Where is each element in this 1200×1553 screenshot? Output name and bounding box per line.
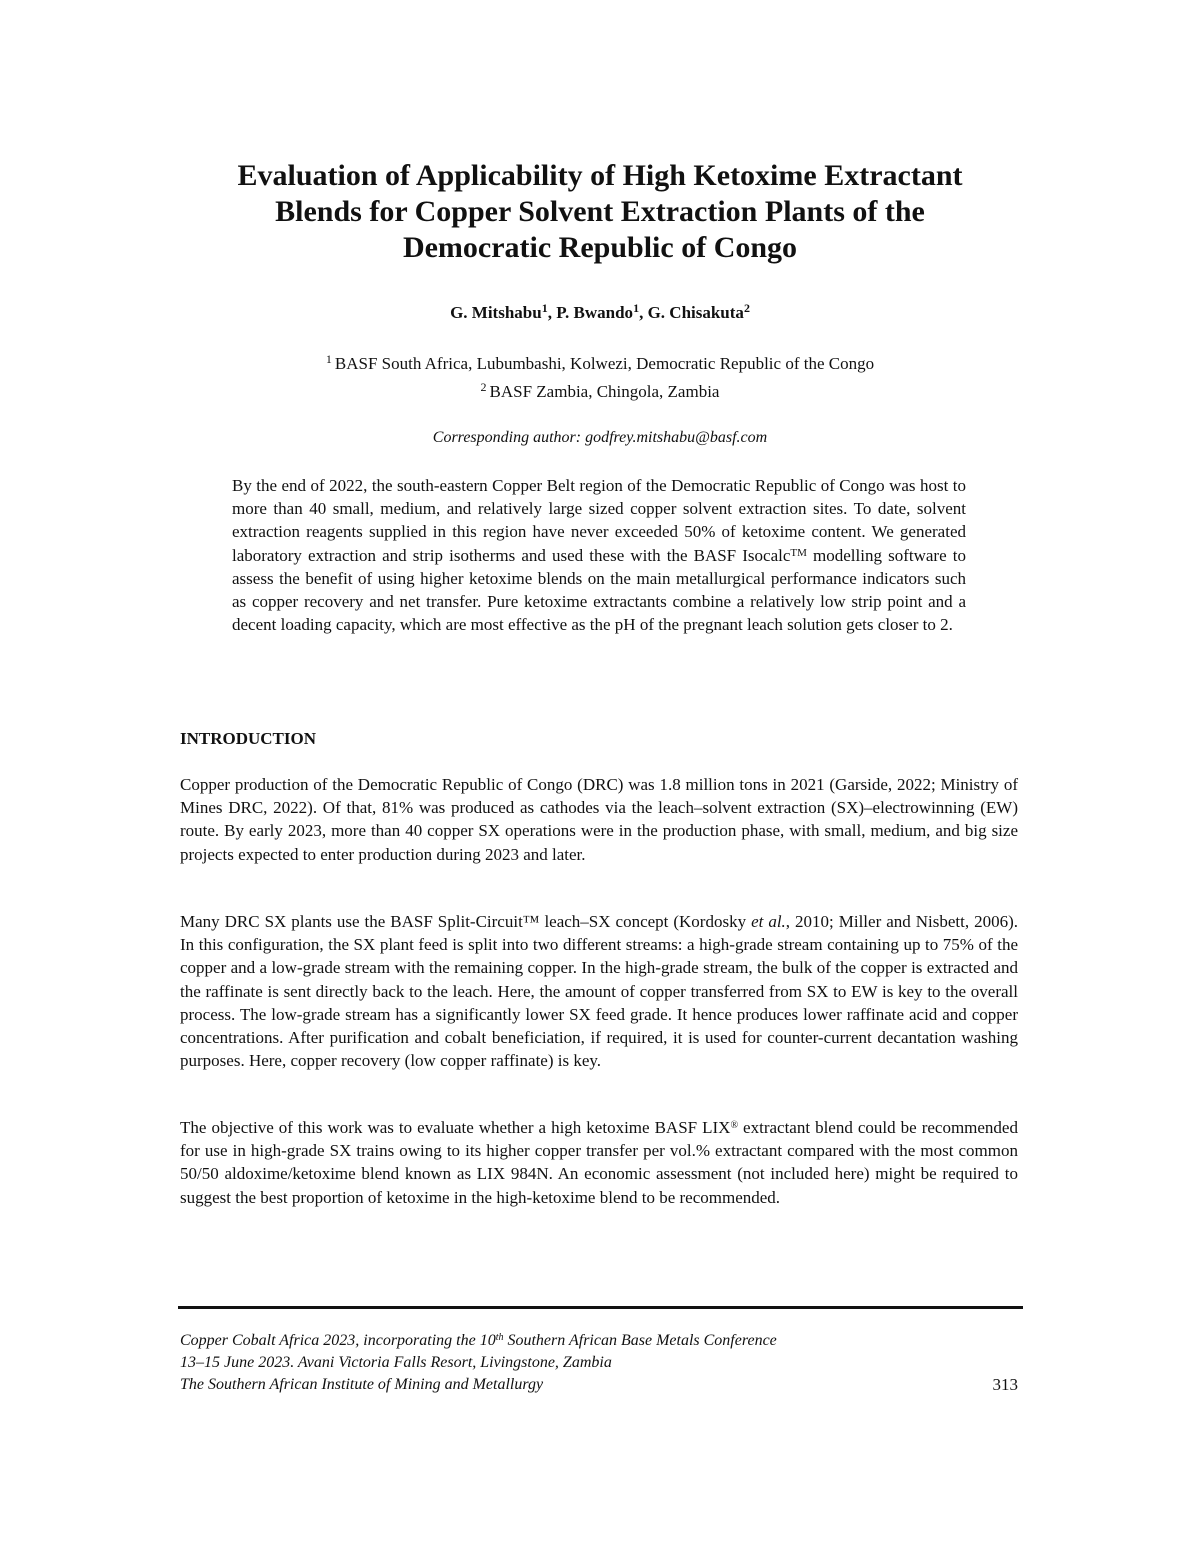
- abstract-text: modelling software to assess the benefit of using higher ketoxime blends on the main metallurgical performance indicators such as copper recovery and net transfer. Pure ketoxime extractants combine a relatively low strip point and a decent loading capacity, which are most effective as the pH of the pregnant leach solution gets closer to 2.: [232, 545, 966, 635]
- author-name: G. Chisakuta: [647, 303, 744, 322]
- title-line: Evaluation of Applicability of High Ketoxime Extractant: [237, 159, 963, 192]
- affiliation: [180, 350, 1020, 378]
- conference-footer: [180, 1330, 1020, 1396]
- author-list: [180, 302, 1020, 324]
- affiliation-text: BASF Zambia, Chingola, Zambia: [489, 382, 720, 401]
- author-affiliation-marker: 1: [541, 301, 548, 315]
- author-name: G. Mitshabu: [450, 303, 542, 322]
- affiliation-marker: 2: [480, 380, 487, 394]
- paper-title: [180, 158, 1020, 266]
- author-separator: ,: [547, 303, 557, 322]
- author-affiliation-marker: 1: [633, 301, 640, 315]
- footer-text: Copper Cobalt Africa 2023, incorporating the 10: [180, 1332, 496, 1349]
- title-line: Democratic Republic of Congo: [402, 231, 798, 264]
- citation-et-al: et al.: [751, 912, 786, 931]
- author-affiliation-marker: 2: [743, 301, 750, 315]
- affiliation: [180, 378, 1020, 406]
- affiliation-list: [180, 350, 1020, 406]
- author-separator: ,: [639, 303, 648, 322]
- page-number: 313: [992, 1375, 1018, 1394]
- paragraph-text: Many DRC SX plants use the BASF Split-Circuit™ leach–SX concept (Kordosky: [180, 912, 752, 931]
- footer-line: 13–15 June 2023. Avani Victoria Falls Resort, Livingstone, Zambia: [180, 1354, 612, 1371]
- author-name: P. Bwando: [556, 303, 634, 322]
- paragraph-text: extractant blend could be recommended for use in high-grade SX trains owing to its higher copper transfer per vol.% extractant compared with the most common 50/50 aldoxime/ketoxime blend known as LIX 984N. An economic assessment (not included here) might be required to suggest the best proportion of ketoxime in the high-ketoxime blend to be recommended.: [180, 1118, 1018, 1207]
- trademark-mark: TM: [790, 546, 807, 559]
- abstract-text: By the end of 2022, the south-eastern Copper Belt region of the Democratic Republic of Congo was host to more than 40 small, medium, and relatively large sized copper solvent extraction sites. To date, solvent extraction reagents supplied in this region have never exceeded 50% of ketoxime content. We generated laboratory extraction and strip isotherms and used these with the BASF Isocalc: [232, 476, 966, 565]
- body-paragraph: [180, 1116, 1018, 1209]
- affiliation-text: BASF South Africa, Lubumbashi, Kolwezi, Democratic Republic of the Congo: [334, 354, 875, 373]
- ordinal-suffix: th: [495, 1332, 504, 1343]
- affiliation-marker: 1: [325, 352, 332, 366]
- corresponding-author: Corresponding author: godfrey.mitshabu@basf.com: [432, 429, 768, 446]
- body-paragraph: Copper production of the Democratic Republic of Congo (DRC) was 1.8 million tons in 2021 (Garside, 2022; Ministry of Mines DRC, 2022). Of that, 81% was produced as cathodes via the leach–solvent extraction (SX)–electrowinning (EW) route. By early 2023, more than 40 copper SX operations were in the production phase, with small, medium, and big size projects expected to enter production during 2023 and later.: [180, 775, 1018, 864]
- footer-text: Southern African Base Metals Conference: [503, 1332, 777, 1349]
- paragraph-text: The objective of this work was to evaluate whether a high ketoxime BASF LIX: [180, 1118, 731, 1137]
- body-paragraph: [180, 910, 1018, 1072]
- footer-line: The Southern African Institute of Mining and Metallurgy: [180, 1376, 544, 1393]
- abstract: [232, 474, 966, 636]
- title-line: Blends for Copper Solvent Extraction Plants of the: [275, 195, 925, 228]
- registered-mark: ®: [730, 1120, 739, 1131]
- footer-divider: [178, 1306, 1023, 1309]
- section-heading-introduction: INTRODUCTION: [180, 729, 317, 748]
- footer-line: [180, 1330, 1020, 1352]
- paragraph-text: , 2010; Miller and Nisbett, 2006). In this configuration, the SX plant feed is split into two different streams: a high-grade stream containing up to 75% of the copper and a low-grade stream with the remaining copper. In the high-grade stream, the bulk of the copper is extracted and the raffinate is sent directly back to the leach. Here, the amount of copper transferred from SX to EW is key to the overall process. The low-grade stream has a significantly lower SX feed grade. It hence produces lower raffinate acid and copper concentrations. After purification and cobalt beneficiation, if required, it is used for counter-current decantation washing purposes. Here, copper recovery (low copper raffinate) is key.: [180, 912, 1018, 1071]
